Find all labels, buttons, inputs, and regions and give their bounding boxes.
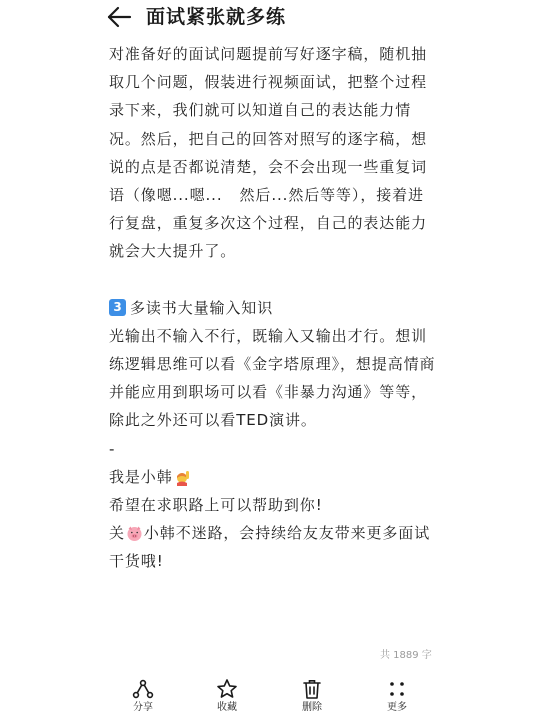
favorite-button[interactable] [197,672,257,720]
paragraph-practice: 对准备好的面试问题提前写好逐字稿，随机抽取几个问题，假装进行视频面试，把整个过程录下来，我们就可以知道自己的表达能力情况。然后，把自己的回答对照写的逐字稿，想说的点是否都说清楚，会不会出现一些重复词语（像嗯...嗯... 然后...然后等等），接着进行复盘，重复多次这个过程，自己的表达能力就会大大提升了。 [109,45,428,261]
more-button[interactable] [367,672,427,720]
star-icon [216,678,238,700]
share-button[interactable] [113,672,173,720]
section-3-heading [109,294,439,322]
sign-line-2: 希望在求职路上可以帮助到你! [109,496,323,515]
sign-line-1 [109,463,439,491]
word-count: 共 1889 字 [380,650,432,661]
favorite-label: 收藏 [217,702,237,713]
sign-line-3 [109,519,439,575]
bottom-toolbar [0,672,540,720]
more-dots-icon [386,678,408,700]
pig-face-emoji-icon [126,525,143,542]
sign-line-1-text: 我是小韩 [109,467,173,486]
note-body[interactable] [109,40,439,576]
top-bar [0,0,540,34]
sign-line-3-suffix: 小韩不迷路，会持续给友友带来更多面试干货哦! [109,524,431,571]
section-3-body: 光输出不输入不行，既输入又输出才行。想训练逻辑思维可以看《金字塔原理》，想提高情商并能应用到职场可以看《非暴力沟通》等等，除此之外还可以看TED演讲。 [109,326,436,430]
woman-raising-hand-emoji-icon [174,469,191,486]
back-arrow-icon[interactable] [106,6,132,28]
page-title: 面试紧张就多练 [146,6,287,28]
section-3-title: 多读书大量输入知识 [130,298,274,317]
share-icon [132,678,154,700]
more-label: 更多 [387,702,407,713]
paragraph-gap [109,266,439,294]
dash-separator: - [109,439,116,458]
sign-line-3-prefix: 关 [109,524,125,543]
keycap-3-icon: 3 [109,299,126,316]
delete-label: 删除 [302,702,322,713]
delete-button[interactable] [282,672,342,720]
share-label: 分享 [133,702,153,713]
trash-icon [301,678,323,700]
